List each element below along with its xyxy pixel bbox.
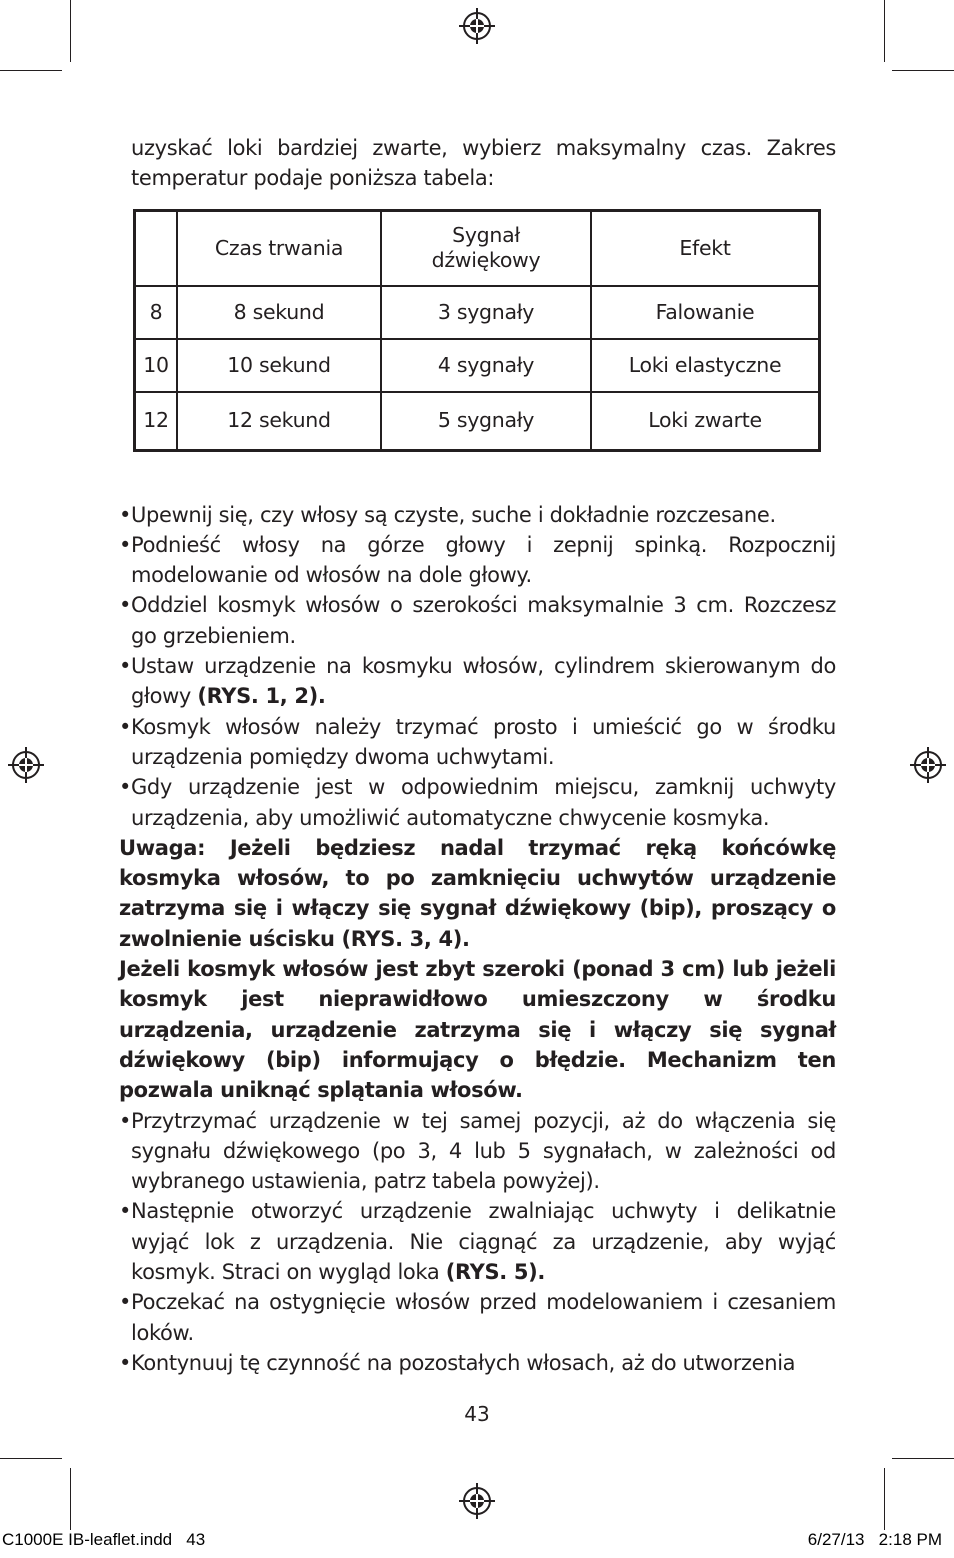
list-item [119, 1348, 836, 1378]
list-item-text: Kosmyk włosów należy trzymać prosto i umieścić go w środku urządzenia pomiędzy dwoma uchwytami. [131, 714, 836, 769]
table-cell: 10 sekund [177, 339, 381, 392]
list-item-text: Oddziel kosmyk włosów o szerokości maksymalnie 3 cm. Rozczesz go grzebieniem. [131, 593, 836, 648]
figure-reference: (RYS. 1, 2). [197, 684, 326, 709]
table-cell: 8 [135, 286, 178, 339]
list-item-text: Gdy urządzenie jest w odpowiednim miejscu, zamknij uchwyty urządzenia, aby umożliwić automatyczne chwycenie kosmyka. [131, 775, 836, 830]
table-cell: 12 [135, 392, 178, 450]
crop-mark [70, 0, 71, 62]
slug-filename: C1000E IB-leaflet.indd 43 [2, 1530, 206, 1549]
list-item-text: Przytrzymać urządzenie w tej samej pozycji, aż do włączenia się sygnału dźwiękowego (po 3, 4 lub 5 sygnałach, w zależności od wybranego ustawienia, patrz tabela powyżej). [131, 1108, 836, 1194]
page-content [119, 133, 836, 1378]
list-item [119, 590, 836, 651]
table-header-cell [135, 210, 178, 286]
table-row [135, 392, 820, 450]
instruction-list [119, 1106, 836, 1379]
intro-paragraph: uzyskać loki bardziej zwarte, wybierz maksymalny czas. Zakres temperatur podaje poniższa tabela: [131, 136, 836, 191]
crop-mark [892, 70, 954, 71]
table-cell: 12 sekund [177, 392, 381, 450]
list-item [119, 772, 836, 833]
settings-table [133, 209, 821, 452]
list-item [119, 1287, 836, 1348]
list-item [119, 1196, 836, 1287]
table-cell: Falowanie [591, 286, 820, 339]
figure-reference: (RYS. 5). [445, 1260, 545, 1285]
table-header-row [135, 210, 820, 286]
registration-mark-icon [458, 1482, 496, 1520]
crop-mark [892, 1458, 954, 1459]
table-row [135, 286, 820, 339]
table-header-cell: Czas trwania [177, 210, 381, 286]
list-item-text: Podnieść włosy na górze głowy i zepnij spinką. Rozpocznij modelowanie od włosów na dole głowy. [131, 532, 836, 588]
table-cell: 5 sygnały [381, 392, 591, 450]
table-cell: 8 sekund [177, 286, 381, 339]
table-header-label: Sygnał dźwiękowy [431, 223, 541, 273]
crop-mark [884, 0, 885, 62]
warning-note: Jeżeli kosmyk włosów jest zbyt szeroki (ponad 3 cm) lub jeżeli kosmyk jest nieprawidłowo umieszczony w środku urządzenia, urządzenie zatrzyma się i włączy się sygnał dźwiękowy (bip) informujący o błędzie. Mechanizm ten pozwala uniknąć splątania włosów. [119, 957, 836, 1103]
list-item-text: Ustaw urządzenie na kosmyku włosów, cylindrem skierowanym do głowy [131, 654, 836, 709]
registration-mark-icon [7, 746, 45, 784]
table-row [135, 339, 820, 392]
instruction-list [119, 500, 836, 833]
list-item [119, 1106, 836, 1197]
table-cell: Loki zwarte [591, 392, 820, 450]
list-item-text: Upewnij się, czy włosy są czyste, suche i dokładnie rozczesane. [131, 502, 776, 527]
list-item [119, 651, 836, 712]
table-header-cell: Efekt [591, 210, 820, 286]
table-cell: Loki elastyczne [591, 339, 820, 392]
crop-mark [884, 1468, 885, 1530]
slug-timestamp: 6/27/13 2:18 PM [807, 1530, 942, 1549]
registration-mark-icon [458, 7, 496, 45]
table-cell: 4 sygnały [381, 339, 591, 392]
list-item [119, 500, 836, 530]
crop-mark [70, 1468, 71, 1530]
crop-mark [0, 70, 62, 71]
list-item [119, 712, 836, 773]
table-header-cell [381, 210, 591, 286]
warning-note: Uwaga: Jeżeli będziesz nadal trzymać ręką końcówkę kosmyka włosów, to po zamknięciu uchwytów urządzenie zatrzyma się i włączy się sygnał dźwiękowy (bip), proszący o zwolnienie uścisku (RYS. 3, 4). [119, 835, 836, 951]
crop-mark [0, 1458, 62, 1459]
table-cell: 3 sygnały [381, 286, 591, 339]
registration-mark-icon [909, 746, 947, 784]
list-item [119, 530, 836, 591]
list-item-text: Następnie otworzyć urządzenie zwalniając uchwyty i delikatnie wyjąć lok z urządzenia. Nie ciągnąć za urządzenie, aby wyjąć kosmyk. Straci on wygląd loka [131, 1199, 836, 1285]
list-item-text: Poczekać na ostygnięcie włosów przed modelowaniem i czesaniem loków. [131, 1290, 836, 1345]
table-cell: 10 [135, 339, 178, 392]
page-number: 43 [464, 1402, 490, 1426]
list-item-text: Kontynuuj tę czynność na pozostałych włosach, aż do utworzenia [131, 1350, 796, 1375]
